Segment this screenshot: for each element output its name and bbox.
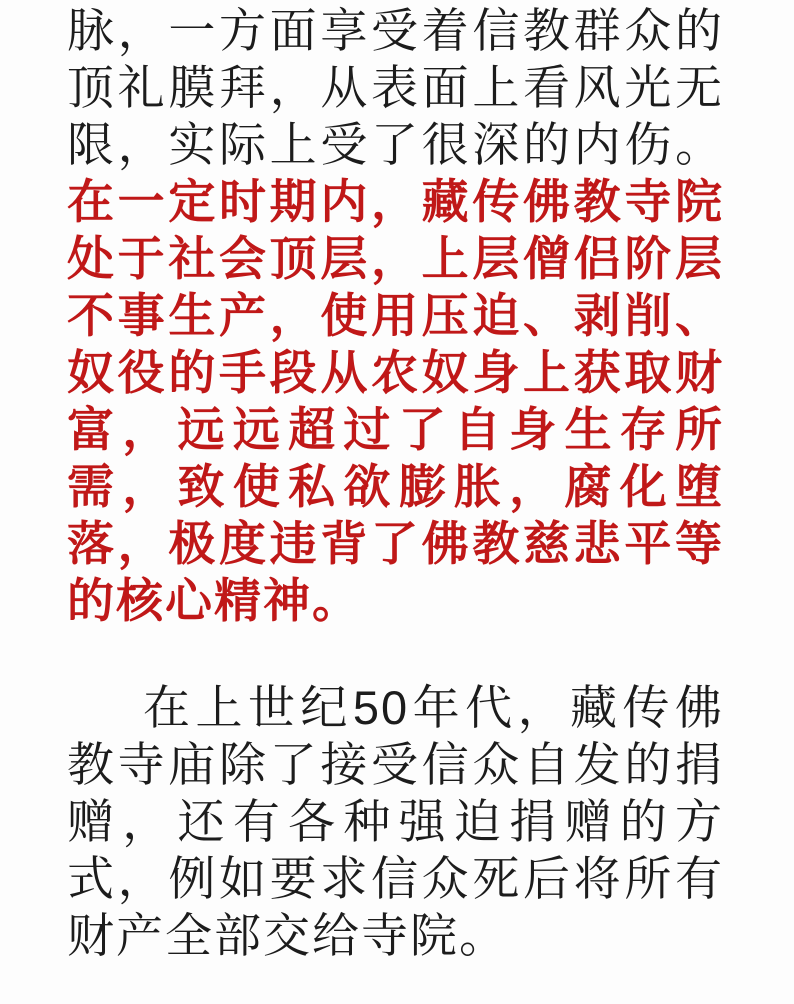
text-segment-normal: 在上世纪50年代，藏传佛教寺庙除了接受信众自发的捐赠，还有各种强迫捐赠的方式，例如要求信众死后将所有财产全部交给寺院。 bbox=[67, 681, 724, 962]
paragraph bbox=[67, 2, 724, 629]
text-segment-normal: 脉，一方面享受着信教群众的顶礼膜拜，从表面上看风光无限，实际上受了很深的内伤。 bbox=[67, 4, 724, 171]
paragraph bbox=[67, 679, 724, 964]
text-segment-highlight: 在一定时期内，藏传佛教寺院处于社会顶层，上层僧侣阶层不事生产，使用压迫、剥削、奴役的手段从农奴身上获取财富，远远超过了自身生存所需，致使私欲膨胀，腐化堕落，极度违背了佛教慈悲平等的核心精神。 bbox=[67, 175, 724, 627]
